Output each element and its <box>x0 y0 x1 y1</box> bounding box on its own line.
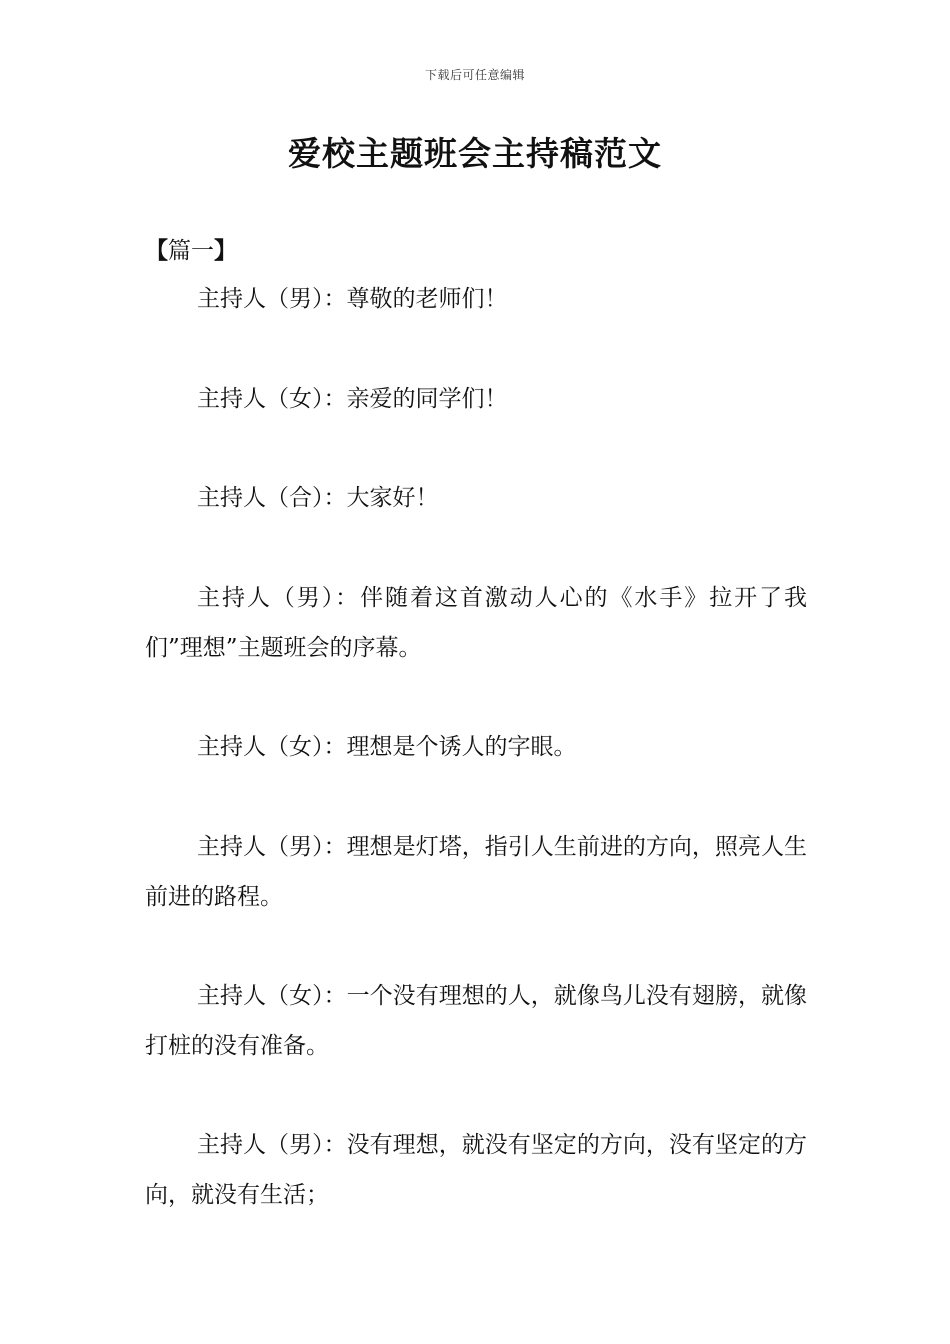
paragraph-5: 主持人（女）：理想是个诱人的字眼。 <box>197 734 577 760</box>
section-label <box>145 232 237 265</box>
section-name: 篇一 <box>168 238 214 264</box>
document-title: 爱校主题班会主持稿范文 <box>288 134 662 173</box>
paragraph-6: 主持人（男）：理想是灯塔，指引人生前进的方向，照亮人生前进的路程。 <box>145 834 807 910</box>
section-close-bracket: 】 <box>214 237 237 264</box>
paragraph-7: 主持人（女）：一个没有理想的人，就像鸟儿没有翅膀，就像打桩的没有准备。 <box>145 983 807 1059</box>
paragraph-2: 主持人（女）：亲爱的同学们！ <box>197 386 508 412</box>
paragraph-4: 主持人（男）：伴随着这首激动人心的《水手》拉开了我们”理想”主题班会的序幕。 <box>145 585 807 661</box>
section-open-bracket: 【 <box>145 237 168 264</box>
paragraph-1: 主持人（男）：尊敬的老师们！ <box>197 286 508 312</box>
header-note: 下载后可任意编辑 <box>424 68 525 82</box>
paragraph-8: 主持人（男）：没有理想，就没有坚定的方向，没有坚定的方向，就没有生活； <box>145 1132 807 1208</box>
paragraph-3: 主持人（合）：大家好！ <box>197 485 439 511</box>
